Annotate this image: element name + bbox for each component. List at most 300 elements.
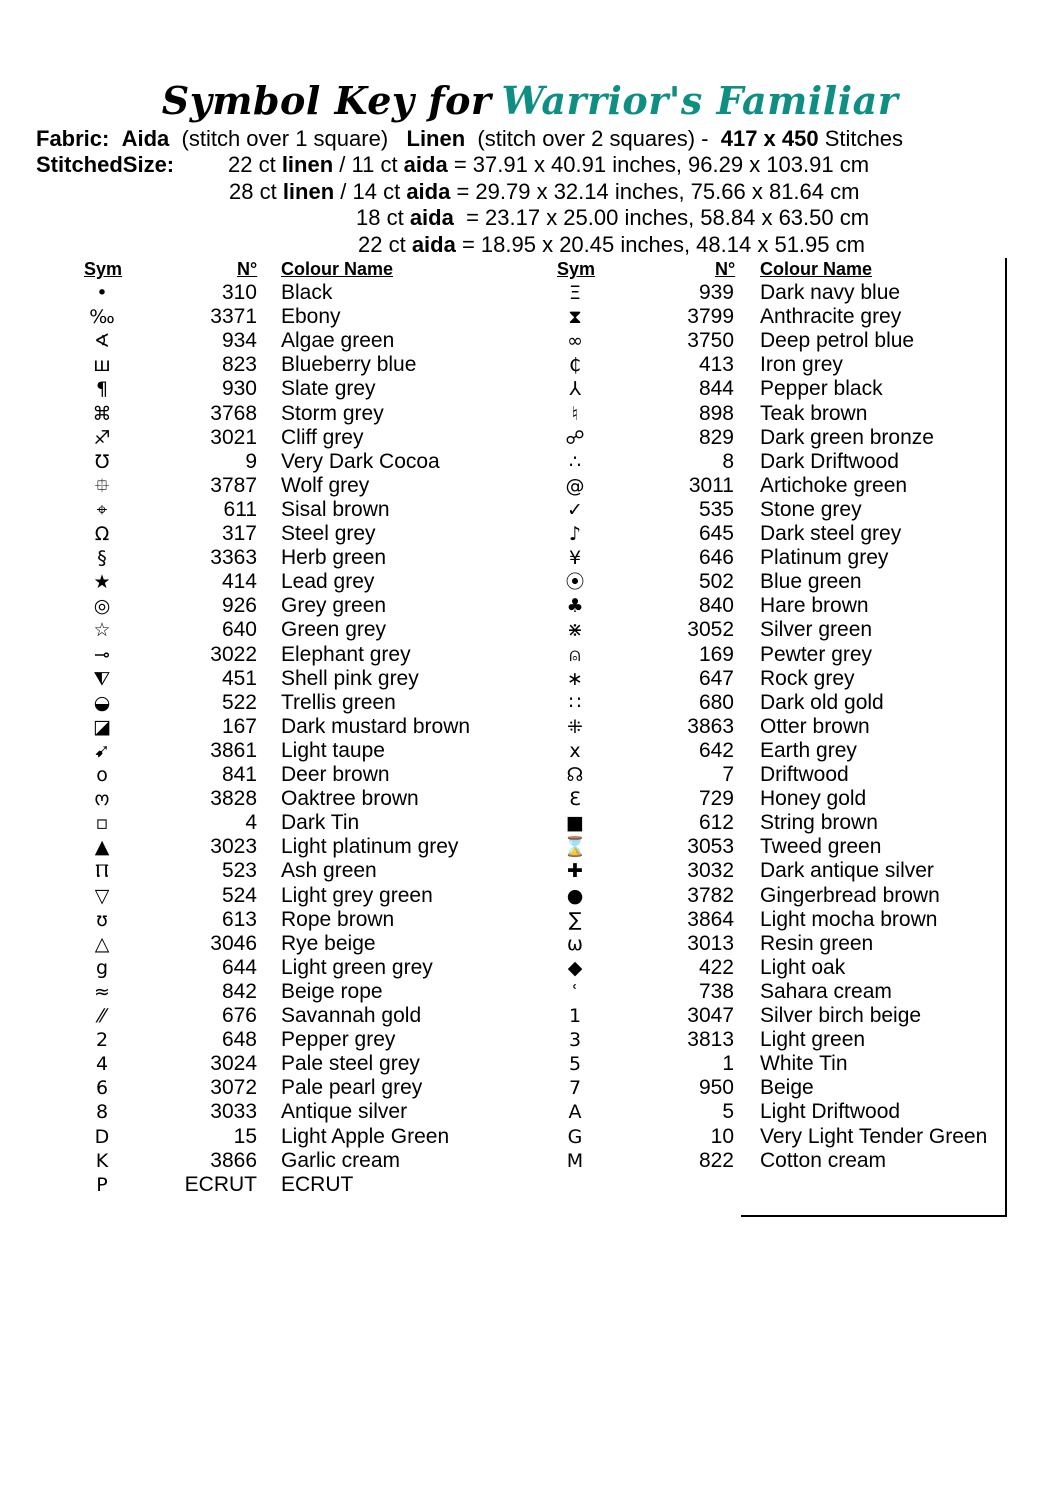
- colour-name: Anthracite grey: [760, 305, 902, 329]
- thread-number: 3013: [687, 931, 734, 955]
- colour-name: Steel grey: [281, 522, 376, 545]
- thread-symbol: ₵: [568, 354, 582, 377]
- thread-symbol: ш: [93, 354, 111, 377]
- thread-symbol: ➹: [94, 739, 110, 762]
- fabric-line: [36, 126, 903, 152]
- key-row: [0, 594, 1060, 618]
- thread-number: 676: [221, 1004, 257, 1027]
- thread-symbol: g: [95, 956, 109, 979]
- thread-symbol: P: [96, 1173, 108, 1196]
- thread-number: 317: [221, 522, 257, 545]
- colour-name: Light Driftwood: [760, 1100, 901, 1124]
- thread-number: 822: [698, 1148, 734, 1172]
- thread-number: 9: [245, 449, 257, 473]
- thread-symbol: ⁜: [567, 715, 583, 738]
- key-row: [0, 643, 1060, 667]
- key-row: [0, 811, 1060, 835]
- thread-number: 613: [221, 907, 257, 931]
- thread-number: 898: [698, 401, 734, 425]
- size-label: StitchedSize:: [36, 152, 175, 177]
- thread-number: 3782: [687, 883, 734, 907]
- thread-symbol: ∷: [568, 691, 582, 714]
- colour-name: Ebony: [281, 305, 341, 329]
- thread-symbol: ✚: [567, 860, 583, 883]
- thread-symbol: ⁄⁄: [98, 1005, 106, 1027]
- size-fabric: aida: [411, 232, 456, 257]
- key-row: [0, 715, 1060, 739]
- stitch-dimensions: 417 x 450: [720, 126, 819, 151]
- thread-number: 167: [221, 714, 257, 738]
- thread-symbol: 2: [95, 1029, 109, 1052]
- thread-symbol: ʿ: [572, 980, 578, 1003]
- size-ct: / 11 ct: [333, 152, 404, 177]
- thread-symbol: ⊸: [94, 643, 110, 666]
- thread-number: 647: [698, 666, 734, 690]
- thread-number: 648: [221, 1028, 257, 1052]
- thread-number: 10: [710, 1124, 734, 1148]
- pattern-name: Warrior's Familiar: [501, 78, 899, 123]
- thread-number: 3799: [687, 305, 734, 329]
- thread-number: 422: [698, 955, 734, 979]
- thread-number: 3750: [687, 329, 734, 353]
- size-line-1: [36, 152, 870, 178]
- thread-symbol: ∞: [567, 330, 583, 353]
- key-row: [0, 1149, 1060, 1173]
- thread-symbol: Ξ: [568, 282, 581, 304]
- colour-name: Savannah gold: [281, 1004, 422, 1027]
- thread-number: 3363: [210, 546, 257, 570]
- colour-name: Pale pearl grey: [281, 1076, 423, 1100]
- thread-symbol: ☆: [93, 619, 111, 642]
- colour-name: Wolf grey: [281, 473, 370, 497]
- key-row: [0, 859, 1060, 883]
- thread-number: 642: [698, 738, 734, 762]
- size-ct: 22 ct: [228, 152, 282, 177]
- colour-name: Light platinum grey: [281, 835, 459, 859]
- thread-symbol: 5: [568, 1053, 582, 1076]
- colour-name: Light oak: [760, 955, 846, 979]
- thread-symbol: ♐: [93, 426, 111, 449]
- thread-number: 3371: [210, 305, 257, 329]
- colour-name: Trellis green: [281, 690, 396, 714]
- thread-symbol: ∗: [567, 667, 583, 690]
- size-dims: = 23.17 x 25.00 inches, 58.84 x 63.50 cm: [453, 205, 870, 230]
- colour-name: Artichoke green: [760, 473, 908, 497]
- colour-name: Resin green: [760, 931, 874, 955]
- thread-number: 523: [221, 859, 257, 883]
- thread-number: 535: [698, 497, 734, 521]
- colour-name: Garlic cream: [281, 1148, 401, 1172]
- header-num-right: N°: [715, 259, 736, 279]
- thread-symbol: ●: [566, 884, 584, 907]
- thread-number: 844: [698, 377, 734, 401]
- thread-number: 611: [223, 497, 257, 521]
- colour-name: Sahara cream: [760, 979, 892, 1003]
- key-row: [0, 329, 1060, 353]
- colour-name: Shell pink grey: [281, 666, 419, 690]
- header-sym-right: Sym: [557, 259, 596, 279]
- key-row: [0, 956, 1060, 980]
- fabric-linen: Linen: [406, 126, 466, 151]
- header-num-left: N°: [237, 259, 258, 279]
- colour-name: Iron grey: [760, 353, 843, 377]
- colour-name: Driftwood: [760, 763, 849, 786]
- thread-number: 950: [698, 1076, 734, 1100]
- thread-number: 840: [698, 594, 734, 618]
- thread-number: 414: [221, 570, 257, 594]
- thread-number: 646: [698, 546, 734, 570]
- key-row: [0, 474, 1060, 498]
- thread-number: 4: [245, 811, 257, 835]
- colour-name: Light mocha brown: [760, 907, 938, 931]
- thread-symbol: ⧗: [568, 306, 582, 329]
- thread-symbol: ▫: [95, 812, 109, 835]
- thread-number: 3032: [687, 859, 734, 883]
- key-row: [0, 1173, 1060, 1197]
- frame-bottom-border: [741, 1215, 1007, 1217]
- colour-name: Slate grey: [281, 377, 376, 401]
- size-line-4: [358, 232, 865, 258]
- key-row: [0, 884, 1060, 908]
- colour-name: Sisal brown: [281, 497, 390, 521]
- thread-number: 7: [722, 763, 734, 786]
- thread-number: 169: [698, 642, 734, 666]
- fabric-aida-note: (stitch over 1 square): [181, 126, 389, 151]
- colour-name: Green grey: [281, 618, 387, 642]
- thread-symbol: G: [567, 1125, 583, 1148]
- colour-name: Algae green: [281, 329, 395, 353]
- size-fabric: aida: [409, 205, 454, 230]
- colour-name: Ash green: [281, 859, 377, 883]
- thread-symbol: ∑: [568, 908, 582, 931]
- key-row: [0, 377, 1060, 401]
- key-row: [0, 618, 1060, 642]
- thread-number: 823: [221, 353, 257, 377]
- thread-symbol: ◒: [93, 691, 111, 714]
- page-title: [0, 78, 1060, 123]
- colour-name: Storm grey: [281, 401, 384, 425]
- key-row: [0, 305, 1060, 329]
- colour-name: Rye beige: [281, 931, 376, 955]
- thread-number: 3023: [210, 835, 257, 859]
- thread-symbol: 6: [95, 1077, 109, 1100]
- colour-name: Dark Tin: [281, 811, 360, 835]
- colour-name: Blueberry blue: [281, 353, 417, 377]
- key-row: [0, 980, 1060, 1004]
- colour-name: Tweed green: [760, 835, 882, 859]
- key-row: [0, 787, 1060, 811]
- colour-name: Elephant grey: [281, 642, 411, 666]
- header-name-left: Colour Name: [281, 259, 394, 279]
- thread-symbol: M: [566, 1149, 584, 1172]
- size-dims: = 29.79 x 32.14 inches, 75.66 x 81.64 cm: [450, 179, 860, 204]
- key-row: [0, 570, 1060, 594]
- thread-number: 644: [221, 955, 257, 979]
- thread-symbol: 1: [568, 1005, 582, 1027]
- thread-symbol: ♮: [571, 402, 579, 425]
- colour-name: Beige rope: [281, 979, 383, 1003]
- thread-symbol: @: [565, 474, 585, 497]
- colour-name: String brown: [760, 811, 878, 835]
- thread-symbol: ⧨: [93, 667, 111, 690]
- thread-symbol: ♪: [568, 523, 582, 545]
- colour-name: Platinum grey: [760, 546, 889, 570]
- thread-number: 3011: [688, 473, 734, 497]
- colour-name: Dark mustard brown: [281, 714, 471, 738]
- thread-symbol: •: [96, 282, 108, 304]
- thread-symbol: ⌘: [92, 402, 112, 425]
- thread-number: 3828: [210, 787, 257, 811]
- key-row: [0, 426, 1060, 450]
- fabric-aida: Aida: [121, 126, 170, 151]
- thread-number: 3813: [687, 1028, 734, 1052]
- key-row: [0, 1004, 1060, 1028]
- colour-name: Silver birch beige: [760, 1004, 922, 1027]
- thread-number: ECRUT: [184, 1172, 257, 1196]
- thread-symbol: ⌖: [96, 498, 108, 521]
- thread-number: 8: [722, 449, 734, 473]
- thread-symbol: ▽: [94, 884, 110, 907]
- colour-name: Cotton cream: [760, 1148, 887, 1172]
- size-fabric: linen: [281, 152, 334, 177]
- colour-name: Dark navy blue: [760, 281, 901, 304]
- thread-symbol: ℧: [94, 450, 110, 473]
- thread-symbol: A: [568, 1101, 582, 1124]
- key-row: [0, 546, 1060, 570]
- colour-name: Dark green bronze: [760, 425, 934, 449]
- colour-name: Deep petrol blue: [760, 329, 915, 353]
- thread-number: 522: [221, 690, 257, 714]
- thread-number: 680: [698, 690, 734, 714]
- size-ct: / 14 ct: [334, 179, 407, 204]
- thread-number: 3022: [210, 642, 257, 666]
- thread-number: 3768: [210, 401, 257, 425]
- colour-name: Rope brown: [281, 907, 395, 931]
- key-row: [0, 1076, 1060, 1100]
- thread-number: 645: [698, 522, 734, 545]
- thread-number: 3787: [210, 473, 257, 497]
- colour-name: Light green: [760, 1028, 866, 1052]
- colour-name: Dark steel grey: [760, 522, 902, 545]
- thread-symbol: ★: [93, 571, 111, 594]
- thread-number: 3046: [210, 931, 257, 955]
- key-row: [0, 402, 1060, 426]
- colour-name: Light Apple Green: [281, 1124, 450, 1148]
- thread-number: 524: [221, 883, 257, 907]
- thread-symbol: o: [96, 764, 108, 786]
- key-row: [0, 281, 1060, 305]
- size-fabric: linen: [282, 179, 335, 204]
- thread-symbol: §: [97, 547, 107, 570]
- thread-symbol: ∢: [94, 330, 110, 353]
- key-row: [0, 932, 1060, 956]
- thread-symbol: D: [94, 1125, 110, 1148]
- key-row: [0, 450, 1060, 474]
- thread-symbol: ¶: [95, 378, 109, 401]
- thread-symbol: ☊: [566, 764, 584, 786]
- colour-name: Dark antique silver: [760, 859, 934, 883]
- colour-name: Stone grey: [760, 497, 862, 521]
- thread-number: 3024: [210, 1052, 257, 1076]
- thread-symbol: ∴: [568, 450, 582, 473]
- thread-number: 413: [698, 353, 734, 377]
- colour-name: Herb green: [281, 546, 387, 570]
- thread-number: 1: [722, 1052, 734, 1076]
- colour-name: Rock grey: [760, 666, 855, 690]
- size-fabric: aida: [406, 179, 451, 204]
- key-row: [0, 739, 1060, 763]
- thread-symbol: △: [94, 932, 110, 955]
- thread-symbol: ✓: [567, 498, 583, 521]
- colour-name: Antique silver: [281, 1100, 408, 1124]
- thread-symbol: ▲: [94, 836, 110, 859]
- thread-symbol: 3: [568, 1029, 582, 1052]
- thread-number: 612: [698, 811, 734, 835]
- key-row: [0, 353, 1060, 377]
- size-line-3: [356, 205, 869, 231]
- thread-symbol: ◆: [567, 956, 583, 979]
- thread-symbol: ⍝: [569, 643, 581, 666]
- colour-name: Very Light Tender Green: [760, 1124, 988, 1148]
- colour-name: Teak brown: [760, 401, 868, 425]
- size-ct: 28 ct: [229, 179, 283, 204]
- colour-name: Pewter grey: [760, 642, 873, 666]
- colour-name: Very Dark Cocoa: [281, 449, 440, 473]
- fabric-linen-note: (stitch over 2 squares) -: [477, 126, 709, 151]
- key-row: [0, 498, 1060, 522]
- thread-number: 934: [221, 329, 257, 353]
- frame-right-border: [1005, 258, 1007, 1216]
- colour-name: Otter brown: [760, 714, 870, 738]
- thread-number: 841: [221, 763, 257, 786]
- thread-number: 640: [221, 618, 257, 642]
- thread-symbol: ◪: [93, 715, 111, 738]
- header-name-right: Colour Name: [760, 259, 873, 279]
- thread-symbol: x: [569, 739, 581, 762]
- thread-symbol: ■: [566, 812, 584, 835]
- header-sym-left: Sym: [84, 259, 123, 279]
- thread-symbol: ⯐: [94, 474, 110, 497]
- colour-name: Pepper grey: [281, 1028, 396, 1052]
- thread-number: 939: [698, 281, 734, 304]
- key-row: [0, 835, 1060, 859]
- thread-symbol: ʊ: [96, 908, 108, 931]
- thread-number: 3072: [210, 1076, 257, 1100]
- thread-number: 829: [698, 425, 734, 449]
- colour-name: Lead grey: [281, 570, 375, 594]
- colour-name: Oaktree brown: [281, 787, 419, 811]
- colour-name: White Tin: [760, 1052, 848, 1076]
- key-row: [0, 1125, 1060, 1149]
- colour-name: Grey green: [281, 594, 387, 618]
- thread-symbol: ⅄: [569, 378, 581, 401]
- fabric-label: Fabric:: [36, 126, 110, 151]
- size-fabric: aida: [403, 152, 448, 177]
- thread-symbol: ♣: [566, 595, 584, 618]
- thread-symbol: ¥: [568, 547, 582, 570]
- colour-name: Light grey green: [281, 883, 433, 907]
- thread-number: 310: [221, 281, 257, 304]
- thread-number: 930: [221, 377, 257, 401]
- thread-number: 3053: [687, 835, 734, 859]
- thread-symbol: ≈: [94, 980, 110, 1003]
- thread-number: 5: [722, 1100, 734, 1124]
- thread-number: 3866: [210, 1148, 257, 1172]
- thread-symbol: 8: [95, 1101, 109, 1124]
- thread-number: 842: [221, 979, 257, 1003]
- colour-name: Dark old gold: [760, 690, 884, 714]
- colour-name: Pepper black: [760, 377, 883, 401]
- thread-symbol: 7: [568, 1077, 582, 1100]
- colour-name: Light green grey: [281, 955, 433, 979]
- thread-symbol: Ⲡ: [95, 860, 109, 883]
- size-dims: = 37.91 x 40.91 inches, 96.29 x 103.91 cm: [447, 152, 870, 177]
- thread-symbol: ‰: [89, 306, 115, 329]
- thread-number: 738: [698, 979, 734, 1003]
- thread-symbol: 4: [95, 1053, 109, 1076]
- thread-symbol: Ɛ: [569, 788, 581, 811]
- thread-number: 3863: [687, 714, 734, 738]
- thread-symbol: K: [95, 1149, 109, 1172]
- colour-name: Silver green: [760, 618, 873, 642]
- thread-symbol: ☍: [565, 426, 585, 449]
- thread-symbol: ◎: [93, 595, 111, 618]
- title-prefix: Symbol Key for: [161, 78, 492, 123]
- key-row: [0, 763, 1060, 787]
- thread-number: 502: [698, 570, 734, 594]
- size-line-2: [229, 179, 859, 205]
- colour-name: Beige: [760, 1076, 814, 1100]
- colour-name: Earth grey: [760, 738, 857, 762]
- key-row: [0, 691, 1060, 715]
- colour-name: Light taupe: [281, 738, 385, 762]
- thread-number: 3052: [687, 618, 734, 642]
- thread-number: 3047: [687, 1004, 734, 1027]
- size-row: [228, 152, 869, 178]
- thread-symbol: ω: [567, 932, 583, 955]
- key-row: [0, 1052, 1060, 1076]
- thread-number: 15: [233, 1124, 257, 1148]
- thread-number: 3033: [210, 1100, 257, 1124]
- colour-name: Blue green: [760, 570, 862, 594]
- thread-symbol: ⌛: [563, 836, 587, 859]
- colour-name: ECRUT: [281, 1172, 354, 1196]
- key-row: [0, 1028, 1060, 1052]
- key-row: [0, 1100, 1060, 1124]
- key-row: [0, 667, 1060, 691]
- colour-name: Gingerbread brown: [760, 883, 940, 907]
- thread-number: 451: [221, 666, 257, 690]
- key-row: [0, 522, 1060, 546]
- colour-name: Dark Driftwood: [760, 449, 899, 473]
- thread-number: 3021: [210, 425, 257, 449]
- thread-number: 3861: [210, 738, 257, 762]
- colour-name: Hare brown: [760, 594, 869, 618]
- size-ct: 22 ct: [358, 232, 412, 257]
- key-row: [0, 908, 1060, 932]
- colour-name: Cliff grey: [281, 425, 364, 449]
- thread-number: 3864: [687, 907, 734, 931]
- size-ct: 18 ct: [356, 205, 410, 230]
- thread-number: 729: [698, 787, 734, 811]
- size-dims: = 18.95 x 20.45 inches, 48.14 x 51.95 cm: [455, 232, 865, 257]
- thread-symbol: Ω: [94, 523, 110, 545]
- colour-name: Deer brown: [281, 763, 390, 786]
- thread-symbol: ⦿: [565, 571, 585, 594]
- colour-name: Black: [281, 281, 333, 304]
- thread-symbol: ⋇: [567, 619, 583, 642]
- stitch-word: Stitches: [824, 126, 903, 151]
